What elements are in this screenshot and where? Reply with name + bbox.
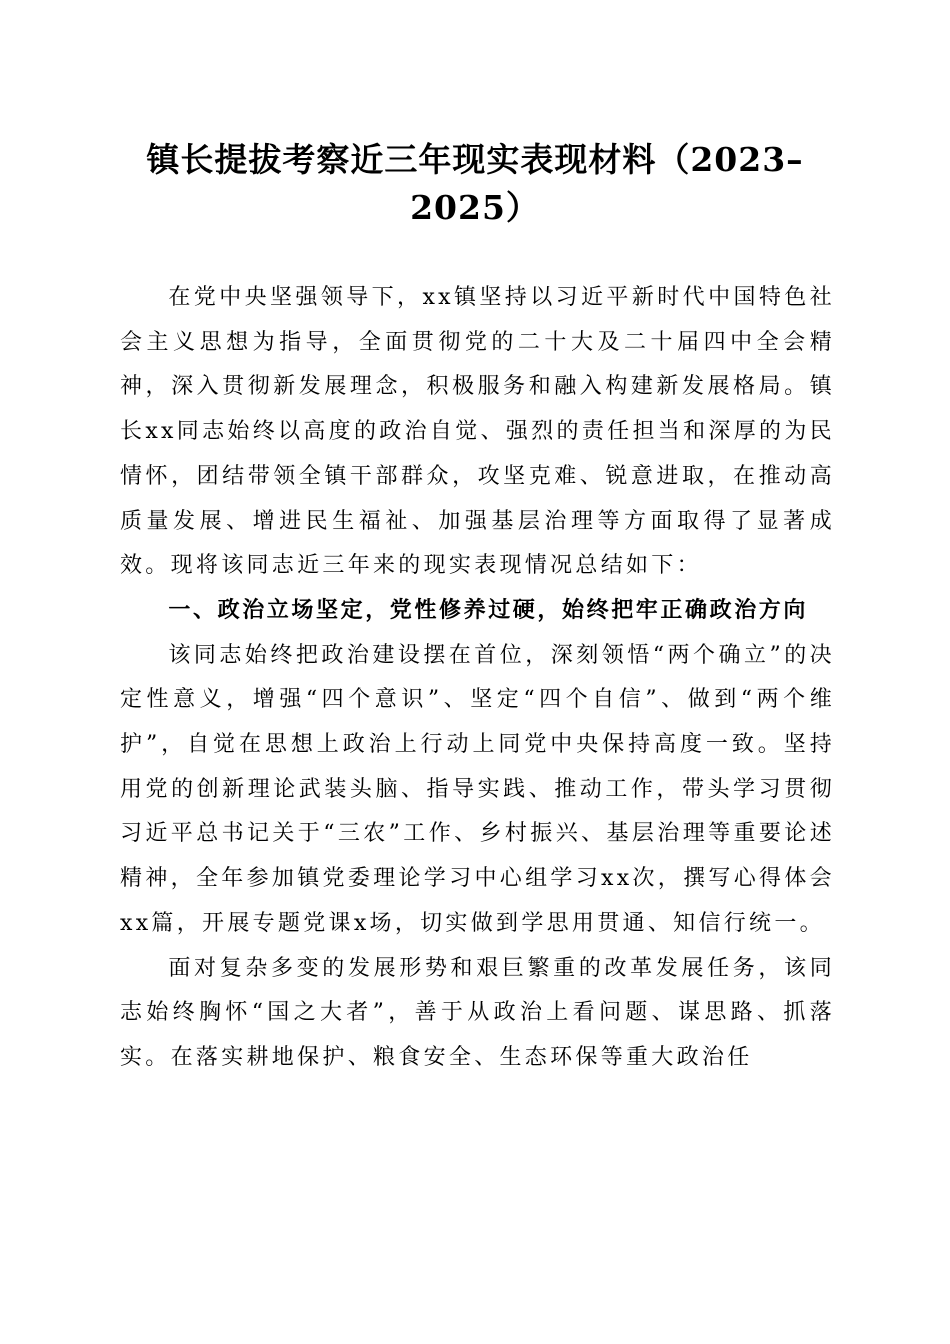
section-heading-1: 一、政治立场坚定，党性修养过硬，始终把牢正确政治方向 (168, 597, 808, 623)
intro-paragraph: 在党中央坚强领导下，xx镇坚持以习近平新时代中国特色社会主义思想为指导，全面贯彻党的二十大及二十届四中全会精神，深入贯彻新发展理念，积极服务和融入构建新发展格局。镇长xx同志始终以高度的政治自觉、强烈的责任担当和深厚的为民情怀，团结带领全镇干部群众，攻坚克难、锐意进取，在推动高质量发展、增进民生福祉、加强基层治理等方面取得了显著成效。现将该同志近三年来的现实表现情况总结如下： (120, 285, 835, 579)
section-1-paragraph-1: 该同志始终把政治建设摆在首位，深刻领悟“两个确立”的决定性意义，增强“四个意识”、坚定“四个自信”、做到“两个维护”，自觉在思想上政治上行动上同党中央保持高度一致。坚持用党的创新理论武装头脑、指导实践、推动工作，带头学习贯彻习近平总书记关于“三农”工作、乡村振兴、基层治理等重要论述精神，全年参加镇党委理论学习中心组学习xx次，撰写心得体会xx篇，开展专题党课x场，切实做到学思用贯通、知信行统一。 (120, 642, 835, 936)
document-title: 镇长提拔考察近三年现实表现材料（2023–2025） (146, 140, 804, 227)
section-1-paragraph-2: 面对复杂多变的发展形势和艰巨繁重的改革发展任务，该同志始终胸怀“国之大者”，善于从政治上看问题、谋思路、抓落实。在落实耕地保护、粮食安全、生态环保等重大政治任 (120, 955, 835, 1070)
document-body (120, 276, 835, 1081)
